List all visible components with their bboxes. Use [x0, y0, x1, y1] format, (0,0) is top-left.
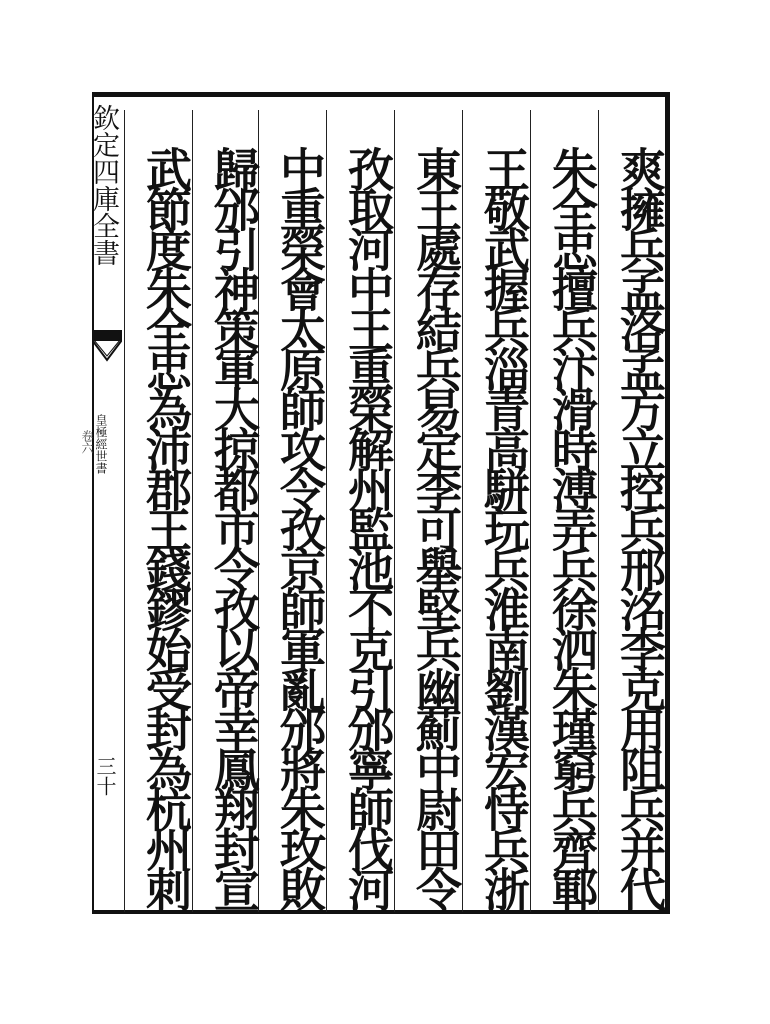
text-column-4: 東王處存結兵易定李可舉堅兵幽薊中尉田令	[409, 146, 463, 906]
collection-title: 欽定四庫全書	[88, 104, 119, 266]
book-title: 皇極經世書	[94, 414, 108, 474]
text-column-6: 中重榮會太原師攻令孜京師軍亂邠將朱玫敗	[273, 146, 327, 906]
text-column-5: 孜取河中王重榮解州監池不克引邠寧師伐河	[341, 146, 395, 906]
page-number: 三十	[93, 756, 117, 796]
text-column-7: 歸邠引神策軍大掠都市令孜以帝幸鳳翔封宣	[207, 146, 261, 906]
column-divider	[124, 110, 125, 912]
text-column-2: 朱全忠擅兵汴滑時溥弄兵徐泗朱瑾窮兵齊鄆	[545, 146, 599, 906]
text-column-8: 武節度朱全忠為沛郡王錢鏐始受封為杭州刺	[139, 146, 193, 906]
volume-number: 卷六	[80, 430, 94, 454]
fishtail-mark-icon	[92, 330, 122, 364]
text-column-3: 王敬武握兵淄青高駢玩兵淮南劉漢宏恃兵浙	[477, 146, 531, 906]
text-column-1: 爽擁兵孟洛孟方立控兵邢洺李克用阻兵并代	[613, 146, 667, 906]
